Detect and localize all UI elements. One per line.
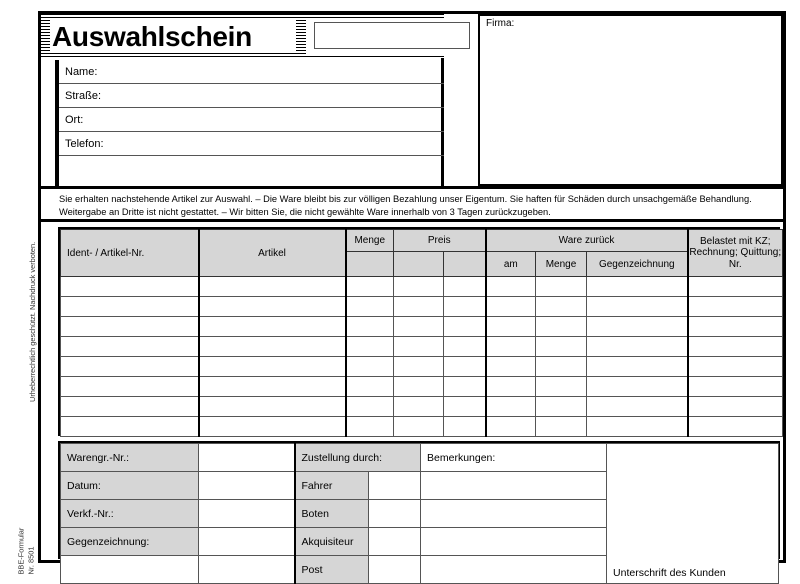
delivery-option-post: Post <box>295 556 369 584</box>
cell-am[interactable] <box>486 337 536 357</box>
label-ort: Ort: <box>65 113 84 126</box>
cell-ident[interactable] <box>61 377 199 397</box>
table-row[interactable] <box>61 357 783 377</box>
cell-preis-b[interactable] <box>444 377 486 397</box>
cell-belastet[interactable] <box>688 377 783 397</box>
items-grid <box>60 229 783 437</box>
signature-box[interactable] <box>607 444 779 584</box>
col-subheader-menge-blank <box>346 252 394 277</box>
delivery-header: Zustellung durch: <box>295 444 421 472</box>
label-strasse: Straße: <box>65 89 102 102</box>
field-row-strasse[interactable] <box>59 84 444 108</box>
cell-gegenzeichnung[interactable] <box>587 297 688 317</box>
col-header-artikel: Artikel <box>199 230 346 277</box>
footer-label-gegenzeichnung: Gegenzeichnung: <box>61 528 199 556</box>
field-row-ort[interactable] <box>59 108 444 132</box>
company-label: Firma: <box>486 18 515 29</box>
footer-block <box>58 441 780 579</box>
table-row[interactable] <box>61 297 783 317</box>
delivery-check-post[interactable] <box>369 556 421 584</box>
cell-am[interactable] <box>486 357 536 377</box>
remarks-line-2[interactable] <box>421 500 607 528</box>
table-row[interactable] <box>61 277 783 297</box>
cell-gegenzeichnung[interactable] <box>587 337 688 357</box>
cell-ware-menge[interactable] <box>536 357 587 377</box>
cell-am[interactable] <box>486 317 536 337</box>
cell-gegenzeichnung[interactable] <box>587 317 688 337</box>
cell-artikel[interactable] <box>199 417 346 437</box>
field-row-telefon[interactable] <box>59 132 444 156</box>
cell-ident[interactable] <box>61 357 199 377</box>
cell-am[interactable] <box>486 297 536 317</box>
cell-belastet[interactable] <box>688 397 783 417</box>
footer-value-datum[interactable] <box>199 472 295 500</box>
title-number-box[interactable] <box>314 22 470 49</box>
cell-belastet[interactable] <box>688 297 783 317</box>
delivery-option-akquisiteur: Akquisiteur <box>295 528 369 556</box>
cell-ware-menge[interactable] <box>536 317 587 337</box>
cell-preis-b[interactable] <box>444 337 486 357</box>
cell-ident[interactable] <box>61 297 199 317</box>
form-id-label: BBE-Formular <box>16 527 26 575</box>
cell-preis-a[interactable] <box>394 357 444 377</box>
cell-belastet[interactable] <box>688 277 783 297</box>
cell-ware-menge[interactable] <box>536 417 587 437</box>
footer-label-datum: Datum: <box>61 472 199 500</box>
remarks-line-4[interactable] <box>421 556 607 584</box>
remarks-line-1[interactable] <box>421 472 607 500</box>
terms-notice: Sie erhalten nachstehende Artikel zur Auswahl. – Die Ware bleibt bis zur völligen Bezahlung unser Eigentum. Sie haften für Schäden durch unsachgemäße Behandlung. Weitergabe an Dritte ist nicht gestattet. – Wir bitten Sie, die nicht gewählte Ware innerhalb von 3 Tagen zurückzugeben. <box>41 186 783 222</box>
cell-preis-b[interactable] <box>444 397 486 417</box>
cell-artikel[interactable] <box>199 337 346 357</box>
copyright-line-1: Urheberrechtlich geschützt. Nachdruck verboten. <box>28 241 37 402</box>
cell-belastet[interactable] <box>688 317 783 337</box>
col-header-menge: Menge <box>346 230 394 252</box>
company-box[interactable] <box>478 14 783 186</box>
cell-artikel[interactable] <box>199 377 346 397</box>
cell-ware-menge[interactable] <box>536 397 587 417</box>
field-row-extra[interactable] <box>59 156 444 180</box>
col-header-belastet: Belastet mit KZ; Rechnung; Quittung; Nr. <box>688 230 783 277</box>
footer-value-warengr[interactable] <box>199 444 295 472</box>
cell-menge[interactable] <box>346 377 394 397</box>
cell-preis-b[interactable] <box>444 297 486 317</box>
cell-menge[interactable] <box>346 297 394 317</box>
cell-artikel[interactable] <box>199 297 346 317</box>
col-subheader-ware-menge: Menge <box>536 252 587 277</box>
cell-preis-b[interactable] <box>444 417 486 437</box>
cell-am[interactable] <box>486 377 536 397</box>
page-title: Auswahlschein <box>52 21 252 52</box>
cell-menge[interactable] <box>346 337 394 357</box>
form-number-label: Nr. 8501 <box>26 546 35 575</box>
col-header-preis: Preis <box>394 230 486 252</box>
cell-belastet[interactable] <box>688 337 783 357</box>
footer-value-verkf[interactable] <box>199 500 295 528</box>
table-row[interactable] <box>61 397 783 417</box>
footer-label-verkf: Verkf.-Nr.: <box>61 500 199 528</box>
cell-ident[interactable] <box>61 337 199 357</box>
delivery-check-fahrer[interactable] <box>369 472 421 500</box>
table-row[interactable] <box>61 377 783 397</box>
remarks-line-3[interactable] <box>421 528 607 556</box>
cell-gegenzeichnung[interactable] <box>587 377 688 397</box>
col-subheader-preis-a <box>394 252 444 277</box>
cell-artikel[interactable] <box>199 317 346 337</box>
cell-am[interactable] <box>486 397 536 417</box>
footer-label-warengr: Warengr.-Nr.: <box>61 444 199 472</box>
label-name: Name: <box>65 65 98 78</box>
delivery-check-akquisiteur[interactable] <box>369 528 421 556</box>
cell-gegenzeichnung[interactable] <box>587 357 688 377</box>
cell-am[interactable] <box>486 417 536 437</box>
delivery-option-fahrer: Fahrer <box>295 472 369 500</box>
cell-menge[interactable] <box>346 277 394 297</box>
cell-preis-a[interactable] <box>394 317 444 337</box>
field-row-name[interactable] <box>59 60 444 84</box>
cell-ware-menge[interactable] <box>536 377 587 397</box>
cell-ident[interactable] <box>61 277 199 297</box>
items-table <box>58 227 780 436</box>
cell-belastet[interactable] <box>688 417 783 437</box>
col-subheader-preis-b <box>444 252 486 277</box>
cell-gegenzeichnung[interactable] <box>587 397 688 417</box>
cell-ident[interactable] <box>61 397 199 417</box>
cell-preis-b[interactable] <box>444 317 486 337</box>
cell-preis-b[interactable] <box>444 357 486 377</box>
cell-artikel[interactable] <box>199 357 346 377</box>
remarks-label-cell: Bemerkungen: <box>421 444 607 472</box>
cell-preis-a[interactable] <box>394 397 444 417</box>
cell-preis-a[interactable] <box>394 337 444 357</box>
cell-preis-a[interactable] <box>394 417 444 437</box>
cell-menge[interactable] <box>346 317 394 337</box>
signature-label: Unterschrift des Kunden <box>613 567 726 579</box>
form-identifier <box>17 495 36 575</box>
cell-ident[interactable] <box>61 417 199 437</box>
table-row[interactable] <box>61 337 783 357</box>
items-header-row-1 <box>61 230 783 252</box>
cell-am[interactable] <box>486 277 536 297</box>
cell-artikel[interactable] <box>199 277 346 297</box>
cell-preis-a[interactable] <box>394 277 444 297</box>
delivery-option-boten: Boten <box>295 500 369 528</box>
cell-ident[interactable] <box>61 317 199 337</box>
col-header-ware-zurueck: Ware zurück <box>486 230 688 252</box>
footer-row-1 <box>61 444 779 472</box>
col-header-ident: Ident- / Artikel-Nr. <box>61 230 199 277</box>
footer-label-extra <box>61 556 199 584</box>
cell-menge[interactable] <box>346 417 394 437</box>
cell-menge[interactable] <box>346 397 394 417</box>
cell-gegenzeichnung[interactable] <box>587 417 688 437</box>
delivery-check-boten[interactable] <box>369 500 421 528</box>
col-subheader-gegenzeichnung: Gegenzeichnung <box>587 252 688 277</box>
footer-value-gegenzeichnung[interactable] <box>199 528 295 556</box>
cell-gegenzeichnung[interactable] <box>587 277 688 297</box>
cell-ware-menge[interactable] <box>536 337 587 357</box>
cell-preis-b[interactable] <box>444 277 486 297</box>
cell-menge[interactable] <box>346 357 394 377</box>
cell-ware-menge[interactable] <box>536 277 587 297</box>
table-row[interactable] <box>61 417 783 437</box>
cell-preis-a[interactable] <box>394 377 444 397</box>
cell-ware-menge[interactable] <box>536 297 587 317</box>
label-telefon: Telefon: <box>65 137 104 150</box>
footer-grid <box>60 443 779 584</box>
col-subheader-am: am <box>486 252 536 277</box>
footer-value-extra[interactable] <box>199 556 295 584</box>
cell-artikel[interactable] <box>199 397 346 417</box>
cell-preis-a[interactable] <box>394 297 444 317</box>
table-row[interactable] <box>61 317 783 337</box>
cell-belastet[interactable] <box>688 357 783 377</box>
